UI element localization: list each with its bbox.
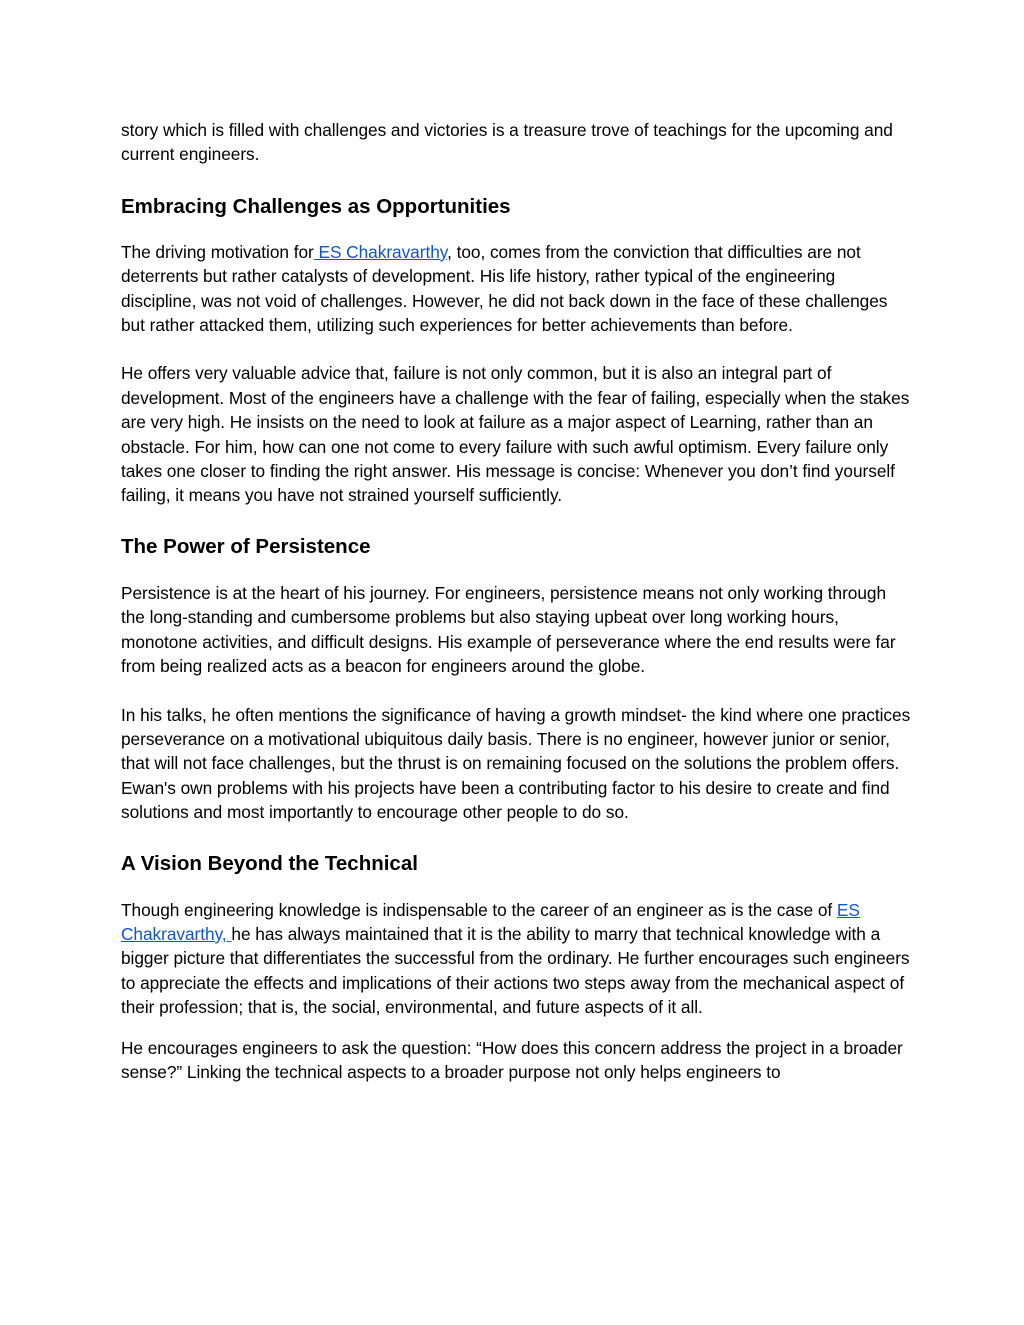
paragraph-text: he has always maintained that it is the ability to marry that technical knowledge with a bigger picture that differentiates the successful from the ordinary. He further encourages such engineers to appreciate the effects and implications of their actions two steps away from the mechanical aspect of their profession; that is, the social, environmental, and future aspects of it all.: [121, 923, 910, 1018]
paragraph-failure-advice: He offers very valuable advice that, failure is not only common, but it is also an integral part of development. Most of the engineers have a challenge with the fear of failing, especially when the stakes are very high. He insists on the need to look at failure as a major aspect of Learning, rather than an obstacle. For him, how can one not come to every failure with such awful optimism. Every failure only takes one closer to finding the right answer. His message is concise: Whenever you don’t find yourself failing, it means you have not strained yourself sufficiently.: [121, 363, 910, 506]
intro-paragraph: story which is filled with challenges and victories is a treasure trove of teachings for the upcoming and current engineers.: [121, 120, 893, 165]
heading-embracing-challenges: Embracing Challenges as Opportunities: [121, 194, 511, 218]
paragraph-text: Though engineering knowledge is indispensable to the career of an engineer as is the case of: [121, 899, 837, 920]
paragraph-persistence: Persistence is at the heart of his journey. For engineers, persistence means not only working through the long-standing and cumbersome problems but also staying upbeat over long working hours, monotone activities, and difficult designs. His example of perseverance where the end results were far from being realized acts as a beacon for engineers around the globe.: [121, 582, 896, 677]
paragraph-broader-purpose: He encourages engineers to ask the question: “How does this concern address the project in a broader sense?” Linking the technical aspects to a broader purpose not only helps engineers to: [121, 1037, 903, 1082]
es-chakravarthy-link[interactable]: ES Chakravarthy: [313, 241, 448, 262]
paragraph-text: , too, comes from the conviction that difficulties are not deterrents but rather catalysts of development. His life history, rather typical of the engineering discipline, was not void of challenges. However, he did not back down in the face of these challenges but rather attacked them, utilizing such experiences for better achievements than before.: [121, 241, 888, 336]
paragraph-driving-motivation: [121, 240, 911, 338]
paragraph-engineering-knowledge: [121, 898, 911, 1020]
document-page: [121, 118, 911, 1084]
paragraph-growth-mindset: In his talks, he often mentions the significance of having a growth mindset- the kind where one practices perseverance on a motivational ubiquitous daily basis. There is no engineer, however junior or senior, that will not face challenges, but the thrust is on remaining focused on the solutions the problem offers. Ewan's own problems with his projects have been a contributing factor to his desire to create and find solutions and most importantly to encourage other people to do so.: [121, 704, 911, 823]
es-chakravarthy-link[interactable]: ES Chakravarthy,: [121, 899, 860, 944]
heading-vision-beyond-technical: A Vision Beyond the Technical: [121, 851, 418, 875]
paragraph-text: The driving motivation for: [121, 241, 314, 262]
heading-power-of-persistence: The Power of Persistence: [121, 534, 371, 558]
